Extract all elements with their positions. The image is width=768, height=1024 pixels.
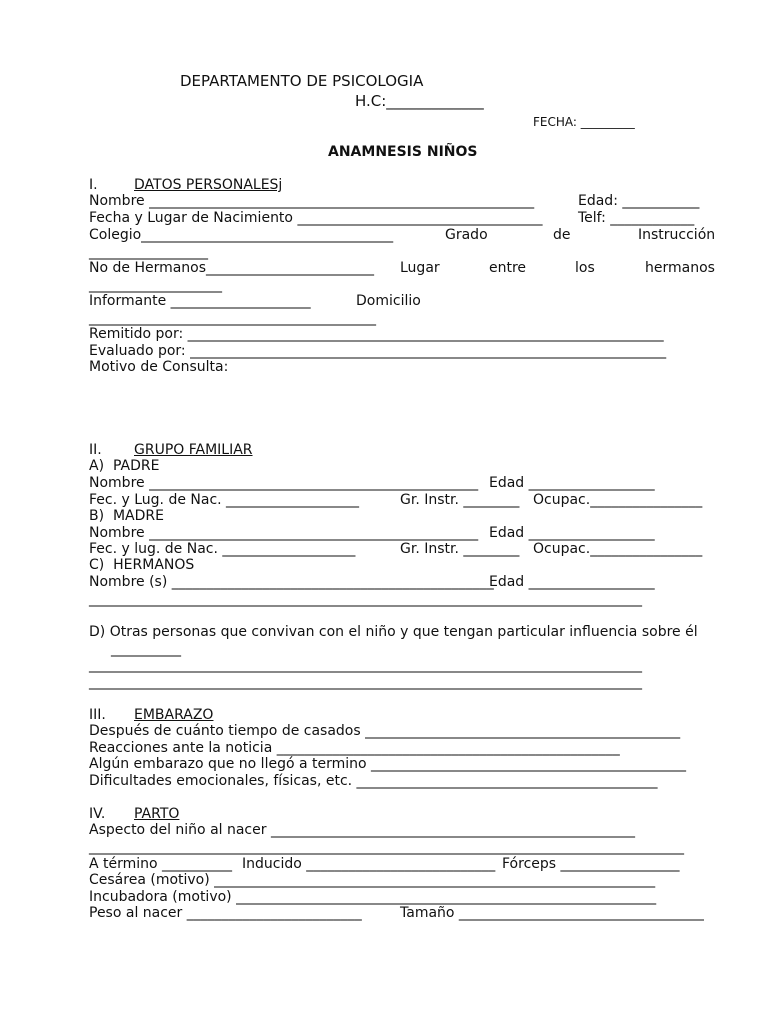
madre-edad-field[interactable]: Edad __________________	[489, 525, 655, 541]
evaluado-field[interactable]: Evaluado por: ____________________________________________________________________	[89, 343, 667, 359]
colegio-field[interactable]: Colegio____________________________________	[89, 227, 394, 243]
hermanos-nombre-field[interactable]: Nombre (s) ______________________________________________	[89, 574, 494, 590]
tiempo-casados-field[interactable]: Después de cuánto tiempo de casados _____________________________________________	[89, 723, 681, 739]
lugar-label: Lugar	[400, 260, 440, 276]
section-4-number: IV.	[89, 806, 106, 822]
hermanos-heading: C) HERMANOS	[89, 557, 195, 573]
section-2-title: GRUPO FAMILIAR	[134, 442, 253, 458]
grado-label: Grado	[445, 227, 488, 243]
madre-heading: B) MADRE	[89, 508, 164, 524]
aspecto-nacer-line[interactable]: _____________________________________________________________________________________	[89, 839, 684, 855]
otras-personas-line-1[interactable]: __________	[111, 641, 181, 657]
nombre-field[interactable]: Nombre _______________________________________________________	[89, 193, 535, 209]
section-3-title: EMBARAZO	[134, 707, 214, 723]
madre-grado-field[interactable]: Gr. Instr. ________	[400, 541, 520, 557]
otras-personas-line-3[interactable]: _______________________________________________________________________________	[89, 674, 642, 690]
otras-personas-label: D) Otras personas que convivan con el niño y que tengan particular influencia sobre él	[89, 624, 698, 640]
peso-nacer-field[interactable]: Peso al nacer _________________________	[89, 905, 362, 921]
padre-grado-field[interactable]: Gr. Instr. ________	[400, 492, 520, 508]
informante-field[interactable]: Informante ____________________	[89, 293, 311, 309]
otras-personas-line-2[interactable]: _______________________________________________________________________________	[89, 657, 642, 673]
domicilio-line[interactable]: _________________________________________	[89, 310, 376, 326]
padre-edad-field[interactable]: Edad __________________	[489, 475, 655, 491]
hermanos-line[interactable]: _______________________________________________________________________________	[89, 591, 642, 607]
section-1-title: DATOS PERSONALESj	[134, 177, 283, 193]
section-2-number: II.	[89, 442, 102, 458]
forceps-field[interactable]: Fórceps _________________	[502, 856, 680, 872]
motivo-consulta-label: Motivo de Consulta:	[89, 359, 229, 375]
madre-nombre-field[interactable]: Nombre _______________________________________________	[89, 525, 479, 541]
padre-ocupacion-field[interactable]: Ocupac.________________	[533, 492, 703, 508]
fecha-lugar-nacimiento-field[interactable]: Fecha y Lugar de Nacimiento ___________________________________	[89, 210, 543, 226]
cesarea-field[interactable]: Cesárea (motivo) _______________________________________________________________	[89, 872, 656, 888]
madre-fecha-lugar-field[interactable]: Fec. y lug. de Nac. ___________________	[89, 541, 356, 557]
hc-field[interactable]: H.C:_____________	[355, 92, 484, 110]
hermanos-edad-field[interactable]: Edad __________________	[489, 574, 655, 590]
hermanos-label: hermanos	[645, 260, 715, 276]
de-label: de	[553, 227, 571, 243]
instruccion-label: Instrucción	[638, 227, 716, 243]
domicilio-label: Domicilio	[356, 293, 421, 309]
los-label: los	[575, 260, 595, 276]
padre-fecha-lugar-field[interactable]: Fec. y Lug. de Nac. ___________________	[89, 492, 360, 508]
madre-ocupacion-field[interactable]: Ocupac.________________	[533, 541, 703, 557]
fecha-field[interactable]: FECHA: _________	[533, 115, 635, 129]
padre-heading: A) PADRE	[89, 458, 160, 474]
section-4-title: PARTO	[134, 806, 180, 822]
a-termino-field[interactable]: A término __________	[89, 856, 233, 872]
aspecto-nacer-field[interactable]: Aspecto del niño al nacer ____________________________________________________	[89, 822, 635, 838]
incubadora-field[interactable]: Incubadora (motivo) ____________________________________________________________	[89, 889, 657, 905]
edad-field[interactable]: Edad: ___________	[578, 193, 700, 209]
reacciones-noticia-field[interactable]: Reacciones ante la noticia _________________________________________________	[89, 740, 620, 756]
department-title: DEPARTAMENTO DE PSICOLOGIA	[180, 72, 424, 90]
padre-nombre-field[interactable]: Nombre _______________________________________________	[89, 475, 479, 491]
inducido-field[interactable]: Inducido ___________________________	[242, 856, 496, 872]
tamano-field[interactable]: Tamaño ___________________________________	[400, 905, 704, 921]
no-hermanos-field[interactable]: No de Hermanos________________________	[89, 260, 375, 276]
dificultades-field[interactable]: Dificultades emocionales, físicas, etc. ___________________________________________	[89, 773, 658, 789]
entre-label: entre	[489, 260, 527, 276]
lugar-hermanos-line[interactable]: ___________________	[89, 277, 222, 293]
embarazo-no-termino-field[interactable]: Algún embarazo que no llegó a termino _____________________________________________	[89, 756, 687, 772]
remitido-field[interactable]: Remitido por: ____________________________________________________________________	[89, 326, 664, 342]
section-1-number: I.	[89, 177, 98, 193]
section-3-number: III.	[89, 707, 106, 723]
instruccion-line[interactable]: _________________	[89, 244, 208, 260]
telf-field[interactable]: Telf: ____________	[578, 210, 695, 226]
form-title: ANAMNESIS NIÑOS	[328, 144, 478, 160]
